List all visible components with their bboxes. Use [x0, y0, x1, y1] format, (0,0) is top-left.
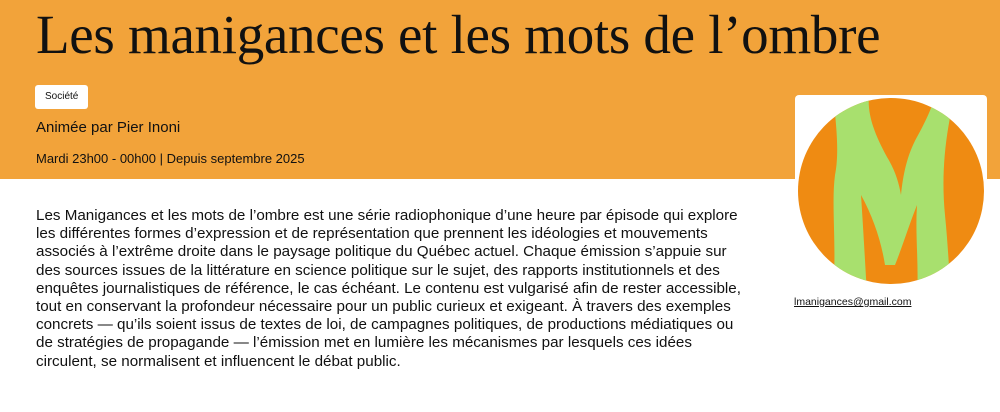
host-label: Animée par Pier Inoni — [36, 119, 181, 136]
show-logo-card — [795, 95, 987, 287]
page-title: Les manigances et les mots de l’ombre — [36, 4, 881, 65]
schedule-label: Mardi 23h00 - 00h00 | Depuis septembre 2025 — [36, 151, 305, 166]
show-description: Les Manigances et les mots de l’ombre est une série radiophonique d’une heure par épisode qui explore les différentes formes d’expression et de représentation que prennent les idéologies et mouvements associés à l’extrême droite dans le paysage politique du Québec actuel. Chaque émission s’appuie sur des sources issues de la littérature en science politique sur le sujet, des rapports institutionnels et des enquêtes journalistiques de référence, le cas échéant. Le contenu est vulgarisé afin de rester accessible, tout en conservant la profondeur nécessaire pour un public curieux et exigeant. À travers des exemples concrets — qu’ils soient issus de textes de loi, de campagnes politiques, de productions médiatiques ou de stratégies de propagande — l’émission met en lumière les mécanismes par lesquels ces idées circulent, se normalisent et influencent le débat public. — [36, 207, 741, 370]
category-tag-button[interactable]: Société — [35, 85, 88, 109]
m-letter-logo-icon — [795, 95, 987, 287]
contact-email-link[interactable]: lmanigances@gmail.com — [794, 296, 912, 308]
